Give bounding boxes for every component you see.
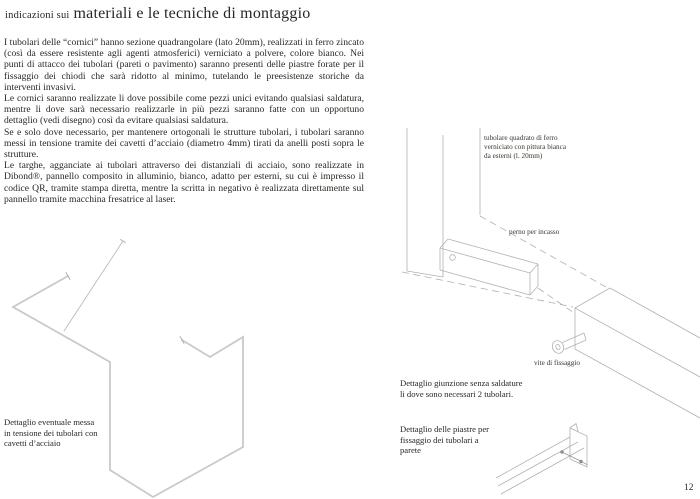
caption-plate-line2: fissaggio dei tubolari a — [400, 434, 479, 445]
caption-plate-line3: parete — [400, 445, 421, 456]
paragraph-plaques: Le targhe, agganciate ai tubolari attraverso dei distanziali di acciaio, sono realizzate in Dibond®, pannello composito in alluminio, bianco, adatto per esterni, su cui è impresso il codice QR, tramite stampa diretta, mentre la scritta in negativo è realizzata direttamente sul pannello tramite macchina fresatrice al laser. — [4, 160, 364, 205]
paragraph-frames: Le cornici saranno realizzate li dove possibile come pezzi unici evitando qualsiasi saldatura, mentre li dove sarà necessario realizzarle in più pezzi saranno fatte con un opportuno dettaglio (vedi disegno) così da evitare qualsiasi saldatura. — [4, 93, 364, 127]
label-square-tube-line1: tubolare quadrato di ferro — [484, 134, 558, 142]
heading-prefix: indicazioni sui — [5, 10, 70, 21]
caption-plate-line1: Dettaglio delle piastre per — [400, 424, 490, 434]
caption-joint-line1: Dettaglio giunzione senza saldature — [400, 378, 523, 388]
wall-plate — [570, 428, 587, 467]
page-number: 12 — [684, 483, 694, 493]
caption-tension-line1: Dettaglio eventuale messa — [4, 417, 95, 427]
label-screw: vite di fissaggio — [534, 359, 580, 367]
heading-title: materiali e le tecniche di montaggio — [73, 5, 311, 22]
pin-hole — [450, 255, 456, 261]
pin-block — [440, 239, 538, 295]
joint-drawing — [402, 128, 700, 418]
label-square-tube-line2: verniciato con pittura bianca — [484, 143, 567, 151]
tube-end-ticks — [66, 240, 184, 344]
plate-screws — [561, 451, 588, 465]
horizontal-tube-lines — [575, 288, 700, 418]
caption-tension-line3: cavetti d’acciaio — [4, 438, 61, 449]
hidden-pin-dashed-lines — [402, 216, 606, 313]
caption-joint-line2: li dove sono necessari 2 tubolari. — [400, 388, 514, 399]
plate-drawing — [496, 424, 588, 495]
paragraph-cables: Se e solo dove necessario, per mantenere ortogonali le strutture tubolari, i tubolari saranno messi in tensione tramite dei cavetti d’acciaio (diametro 4mm) tirati da anelli posti sopra le strutture. — [4, 126, 364, 161]
frame-tube-path — [13, 276, 243, 497]
caption-joint-detail — [400, 378, 522, 399]
label-pin: perno per incasso — [509, 228, 560, 236]
steel-cable-line — [64, 241, 123, 331]
caption-tension-detail — [4, 417, 98, 449]
tension-frame-drawing — [13, 240, 243, 498]
label-square-tube — [484, 134, 566, 161]
paragraph-materials: I tubolari delle “cornici” hanno sezione quadrangolare (lato 20mm), realizzati in ferro zincato (così da essere resistente agli agenti atmosferici) verniciato a polvere, colore bianco. Nei punti di attacco dei tubolari (pareti o pavimento) saranno presenti delle piastre forate per il fissaggio dei chiodi che sarà ridotto al minimo, tutelando le preesistenze storiche da interventi invasivi. — [4, 37, 364, 93]
plate-tube-lines — [496, 437, 584, 494]
label-square-tube-line3: da esterni (l. 20mm) — [484, 152, 543, 160]
caption-plate-detail — [400, 424, 489, 456]
caption-tension-line2: in tensione dei tubolari con — [4, 427, 98, 438]
vertical-tube-lines — [407, 128, 480, 277]
